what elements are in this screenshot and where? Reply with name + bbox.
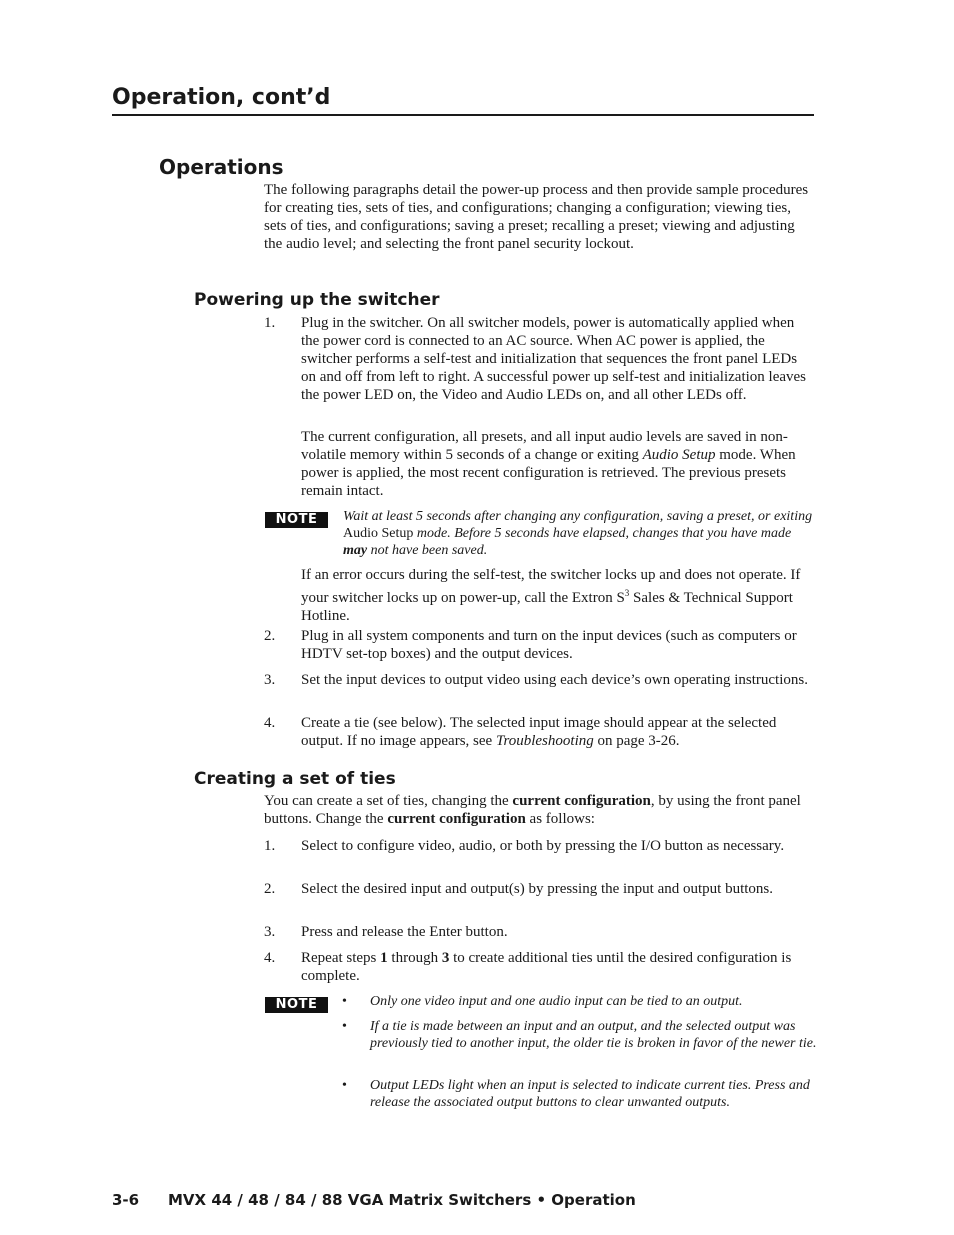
powering-step-2: Plug in all system components and turn on the input devices (such as computers or HDTV set-top boxes) and the output devices. — [301, 628, 797, 662]
creating-step-1: Select to configure video, audio, or both by pressing the I/O button as necessary. — [301, 838, 785, 854]
creating-step-4-number: 4. — [264, 950, 276, 966]
footer-page-number: 3-6 — [112, 1191, 140, 1209]
powering-step-3: Set the input devices to output video using each device’s own operating instructions. — [301, 672, 808, 688]
creating-step-2: Select the desired input and output(s) by pressing the input and output buttons. — [301, 881, 774, 897]
creating-step-4: Repeat steps 1 through 3 to create additional ties until the desired configuration is complete. — [301, 950, 792, 984]
note-bullet-marker: • — [342, 994, 347, 1009]
operations-intro: The following paragraphs detail the power-up process and then provide sample procedures for creating ties, sets of ties, and configurations; changing a configuration; viewing ties, sets of ties, and configurations; saving a preset; recalling a preset; viewing and adjusting the audio level; and selecting the front panel security lockout. — [264, 182, 809, 252]
error-paragraph: If an error occurs during the self-test, the switcher locks up and does not operate. If your switcher locks up on power-up, call the Extron $S^3$ Sales & Technical Support Hotline. — [301, 567, 801, 624]
powering-step-3-number: 3. — [264, 672, 276, 688]
note-badge: NOTE — [265, 512, 328, 528]
memory-paragraph: The current configuration, all presets, and all input audio levels are saved in non-volatile memory within 5 seconds of a change or exiting Audio Setup mode. When power is applied, the most recent configuration is retrieved. The previous presets remain intact. — [301, 429, 796, 499]
powering-step-4: Create a tie (see below). The selected input image should appear at the selected output. If no image appears, see Troubleshooting on page 3-26. — [301, 715, 777, 749]
powering-step-1: Plug in the switcher. On all switcher models, power is automatically applied when the power cord is connected to an AC source. When AC power is applied, the switcher performs a self-test and initialization that sequences the front panel LEDs on and off from left to right. A successful power up self-test and initialization leaves the power LED on, the Video and Audio LEDs on, and all other LEDs off. — [301, 315, 807, 403]
powering-step-1-number: 1. — [264, 315, 276, 331]
note-bullet-item: If a tie is made between an input and an output, and the selected output was previously tied to another input, the older tie is broken in favor of the newer tie. — [370, 1019, 817, 1051]
creating-step-1-number: 1. — [264, 838, 276, 854]
header-rule — [112, 114, 814, 116]
creating-step-3-number: 3. — [264, 924, 276, 940]
note-bullet-marker: • — [342, 1019, 347, 1034]
creating-step-2-number: 2. — [264, 881, 276, 897]
note-badge: NOTE — [265, 997, 328, 1013]
footer-title: MVX 44 / 48 / 84 / 88 VGA Matrix Switchers • Operation — [168, 1191, 636, 1209]
powering-step-4-number: 4. — [264, 715, 276, 731]
creating-step-3: Press and release the Enter button. — [301, 924, 508, 940]
running-head-title: Operation, cont’d — [112, 85, 331, 110]
section-title-operations: Operations — [159, 155, 284, 179]
note-bullet-item: Output LEDs light when an input is selected to indicate current ties. Press and release the associated output buttons to clear unwanted outputs. — [370, 1078, 810, 1110]
powering-note: Wait at least 5 seconds after changing any configuration, saving a preset, or exiting Audio Setup mode. Before 5 seconds have elapsed, changes that you have made may not have been saved. — [343, 509, 813, 558]
audio-setup-term: Audio Setup — [642, 446, 716, 463]
subsection-title-creating: Creating a set of ties — [194, 769, 396, 789]
subsection-title-powering: Powering up the switcher — [194, 290, 440, 310]
creating-intro: You can create a set of ties, changing the current configuration, by using the front panel buttons. Change the current configuration as follows: — [264, 793, 801, 827]
note-bullet-item: Only one video input and one audio input can be tied to an output. — [370, 994, 743, 1009]
powering-step-2-number: 2. — [264, 628, 276, 644]
note-bullet-marker: • — [342, 1078, 347, 1093]
troubleshooting-link: Troubleshooting — [495, 732, 594, 749]
